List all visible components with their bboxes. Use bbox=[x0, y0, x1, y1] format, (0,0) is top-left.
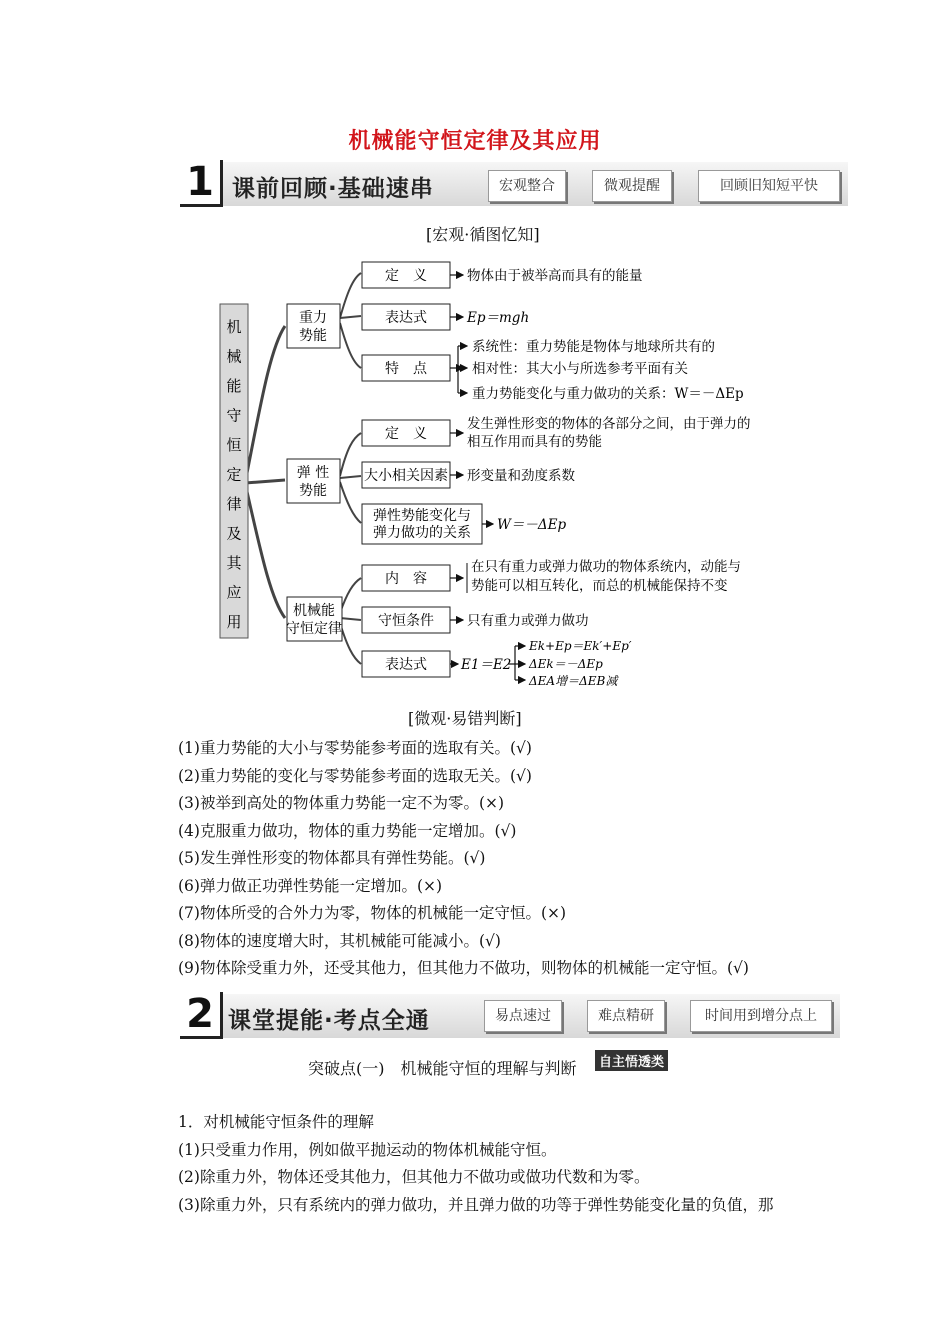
d12: W＝－ΔEp bbox=[497, 517, 567, 533]
page-title: 机械能守恒定律及其应用 bbox=[348, 128, 602, 154]
root-char: 律 bbox=[226, 495, 242, 513]
d01: Ep＝mgh bbox=[467, 310, 530, 326]
judgment-item: (3)被举到高处的物体重力势能一定不为零。(×) bbox=[178, 794, 505, 812]
b0b: 势能 bbox=[299, 328, 327, 344]
d22c: ΔEk＝－ΔEp bbox=[529, 657, 603, 671]
b2b: 守恒定律 bbox=[286, 621, 342, 637]
section2-badge: 自主悟透类 bbox=[595, 1050, 668, 1071]
i01: 表达式 bbox=[385, 310, 427, 326]
i10: 定 义 bbox=[385, 426, 427, 442]
i22: 表达式 bbox=[385, 657, 427, 673]
d10b: 相互作用而具有的势能 bbox=[467, 434, 602, 450]
judgment-item: (2)重力势能的变化与零势能参考面的选取无关。(√) bbox=[178, 766, 532, 785]
b1b: 势能 bbox=[299, 483, 327, 499]
body-line: 1．对机械能守恒条件的理解 bbox=[178, 1113, 374, 1131]
i21: 守恒条件 bbox=[378, 613, 434, 629]
root-char: 能 bbox=[226, 377, 242, 395]
judgment-item: (5)发生弹性形变的物体都具有弹性势能。(√) bbox=[178, 849, 486, 867]
root-char: 定 bbox=[226, 465, 242, 484]
d21: 只有重力或弹力做功 bbox=[467, 613, 589, 629]
i12b: 弹力做功的关系 bbox=[373, 525, 471, 541]
d11: 形变量和劲度系数 bbox=[467, 468, 575, 484]
d02b: 相对性：其大小与所选参考平面有关 bbox=[472, 361, 688, 377]
section1-tag-micro: 微观提醒 bbox=[592, 170, 672, 202]
root-char: 恒 bbox=[226, 436, 242, 454]
d22b: Ek+Ep＝Ek′+Ep′ bbox=[529, 639, 632, 653]
d02a: 系统性：重力势能是物体与地球所共有的 bbox=[472, 339, 715, 355]
d22a: E1＝E2 bbox=[461, 657, 512, 673]
micro-label: [微观·易错判断] bbox=[408, 709, 522, 728]
section1-heading: 课前回顾·基础速串 bbox=[232, 176, 434, 202]
section1-tag-macro: 宏观整合 bbox=[488, 170, 566, 202]
body-line: (2)除重力外，物体还受其他力，但其他力不做功或做功代数和为零。 bbox=[178, 1168, 650, 1186]
body-line: (1)只受重力作用，例如做平抛运动的物体机械能守恒。 bbox=[178, 1140, 557, 1159]
b1a: 弹 性 bbox=[296, 465, 330, 481]
d10a: 发生弹性形变的物体的各部分之间，由于弹力的 bbox=[467, 416, 751, 432]
body-line: (3)除重力外，只有系统内的弹力做功，并且弹力做的功等于弹性势能变化量的负值，那 bbox=[178, 1195, 774, 1214]
i11: 大小相关因素 bbox=[364, 468, 448, 484]
section1-number: 1 bbox=[180, 160, 223, 207]
d20b: 势能可以相互转化，而总的机械能保持不变 bbox=[471, 578, 728, 594]
root-char: 其 bbox=[226, 554, 242, 572]
i12a: 弹性势能变化与 bbox=[373, 508, 471, 524]
d22d: ΔEA增＝ΔEB减 bbox=[529, 674, 618, 688]
root-char: 用 bbox=[226, 613, 242, 631]
judgment-item: (4)克服重力做功，物体的重力势能一定增加。(√) bbox=[178, 821, 517, 840]
d00: 物体由于被举高而具有的能量 bbox=[467, 268, 643, 284]
section2-tag-easy: 易点速过 bbox=[484, 1000, 562, 1032]
d20a: 在只有重力或弹力做功的物体系统内，动能与 bbox=[471, 559, 741, 575]
section2-number: 2 bbox=[180, 992, 223, 1039]
section2-subtitle: 突破点(一) 机械能守恒的理解与判断 bbox=[308, 1059, 577, 1078]
macro-label: [宏观·循图忆知] bbox=[426, 225, 540, 244]
judgment-item: (7)物体所受的合外力为零，物体的机械能一定守恒。(×) bbox=[178, 904, 567, 922]
root-char: 机 bbox=[226, 318, 242, 336]
section2-tag-hard: 难点精研 bbox=[587, 1000, 665, 1032]
root-char: 守 bbox=[226, 406, 242, 425]
judgment-item: (6)弹力做正功弹性势能一定增加。(×) bbox=[178, 876, 443, 895]
section2-tag-time: 时间用到增分点上 bbox=[690, 1000, 832, 1032]
b0a: 重力 bbox=[299, 310, 327, 326]
i20: 内 容 bbox=[385, 571, 427, 587]
root-char: 应 bbox=[226, 583, 242, 602]
b2a: 机械能 bbox=[293, 603, 335, 619]
section1-tag-review: 回顾旧知短平快 bbox=[698, 170, 840, 202]
i00: 定 义 bbox=[385, 268, 427, 284]
concept-diagram bbox=[175, 248, 795, 698]
i02: 特 点 bbox=[385, 361, 427, 377]
judgment-item: (8)物体的速度增大时，其机械能可能减小。(√) bbox=[178, 931, 501, 950]
d02c: 重力势能变化与重力做功的关系：W＝－ΔEp bbox=[472, 386, 744, 402]
section2-heading: 课堂提能·考点全通 bbox=[228, 1008, 430, 1034]
judgment-item: (1)重力势能的大小与零势能参考面的选取有关。(√) bbox=[178, 739, 532, 757]
judgment-item: (9)物体除受重力外，还受其他力，但其他力不做功，则物体的机械能一定守恒。(√) bbox=[178, 959, 749, 977]
root-char: 械 bbox=[226, 347, 242, 366]
root-char: 及 bbox=[226, 524, 242, 543]
